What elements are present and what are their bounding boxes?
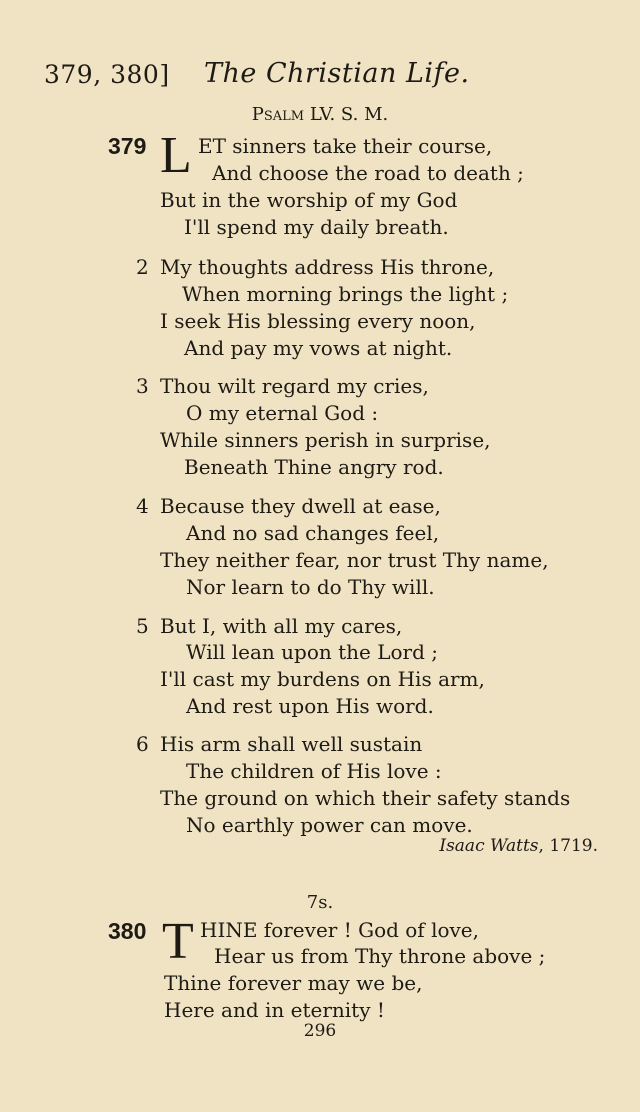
author-year: , 1719. bbox=[538, 836, 598, 856]
hymn-379-drop-cap: L bbox=[160, 127, 192, 184]
hymn-379-v1-line3: But in the worship of my God bbox=[160, 188, 458, 212]
running-head bbox=[44, 58, 604, 98]
hymn-379-v4-line3: They neither fear, nor trust Thy name, bbox=[160, 548, 549, 572]
hymn-379-attribution bbox=[439, 836, 598, 856]
hymn-379-v2-line4: And pay my vows at night. bbox=[184, 336, 453, 360]
hymn-379-v2-line2: When morning brings the light ; bbox=[182, 282, 509, 306]
hymn-380-line1: HINE forever ! God of love, bbox=[200, 918, 479, 942]
hymn-379-v4-line4: Nor learn to do Thy will. bbox=[186, 575, 435, 599]
hymn-380-drop-cap: T bbox=[162, 913, 194, 970]
section-title: The Christian Life. bbox=[204, 58, 470, 89]
hymn-379-verse-3-number: 3 bbox=[136, 374, 149, 398]
hymn-380-line2: Hear us from Thy throne above ; bbox=[214, 944, 546, 968]
hymn-379-v6-line3: The ground on which their safety stands bbox=[160, 786, 571, 810]
hymn-380-line4: Here and in eternity ! bbox=[164, 998, 385, 1022]
hymn-380-line3: Thine forever may we be, bbox=[164, 971, 423, 995]
hymn-380-meter: 7s. bbox=[306, 892, 334, 913]
hymn-379-v2-line1: My thoughts address His throne, bbox=[160, 255, 495, 279]
hymn-379-verse-2-number: 2 bbox=[136, 255, 149, 279]
hymn-379-v4-line1: Because they dwell at ease, bbox=[160, 494, 441, 518]
hymn-379-v5-line3: I'll cast my burdens on His arm, bbox=[160, 667, 485, 691]
hymn-379-v6-line2: The children of His love : bbox=[186, 759, 442, 783]
hymn-range: 379, 380] bbox=[44, 60, 170, 89]
hymn-379-v6-line4: No earthly power can move. bbox=[186, 813, 473, 837]
hymn-379-meter: Psalm LV. S. M. bbox=[251, 104, 389, 125]
hymn-379-verse-6-number: 6 bbox=[136, 732, 149, 756]
hymn-379-v1-line1: ET sinners take their course, bbox=[198, 134, 493, 158]
hymn-379-v5-line2: Will lean upon the Lord ; bbox=[186, 640, 439, 664]
hymn-379-number: 379 bbox=[108, 133, 147, 159]
hymn-379-v2-line3: I seek His blessing every noon, bbox=[160, 309, 476, 333]
hymn-379-v3-line2: O my eternal God : bbox=[186, 401, 379, 425]
hymn-379-verse-4-number: 4 bbox=[136, 494, 149, 518]
page-number: 296 bbox=[303, 1021, 337, 1041]
author-name: Isaac Watts bbox=[439, 836, 539, 856]
hymn-380-number: 380 bbox=[108, 918, 147, 944]
hymn-379-v4-line2: And no sad changes feel, bbox=[186, 521, 440, 545]
hymn-379-verse-5-number: 5 bbox=[136, 614, 149, 638]
hymn-379-v5-line1: But I, with all my cares, bbox=[160, 614, 403, 638]
hymn-379-v3-line4: Beneath Thine angry rod. bbox=[184, 455, 444, 479]
hymn-379-v6-line1: His arm shall well sustain bbox=[160, 732, 423, 756]
hymn-379-v5-line4: And rest upon His word. bbox=[186, 694, 434, 718]
hymn-379-v1-line4: I'll spend my daily breath. bbox=[184, 215, 449, 239]
hymn-379-v3-line1: Thou wilt regard my cries, bbox=[160, 374, 429, 398]
hymn-379-v1-line2: And choose the road to death ; bbox=[212, 161, 524, 185]
hymn-379-v3-line3: While sinners perish in surprise, bbox=[160, 428, 491, 452]
